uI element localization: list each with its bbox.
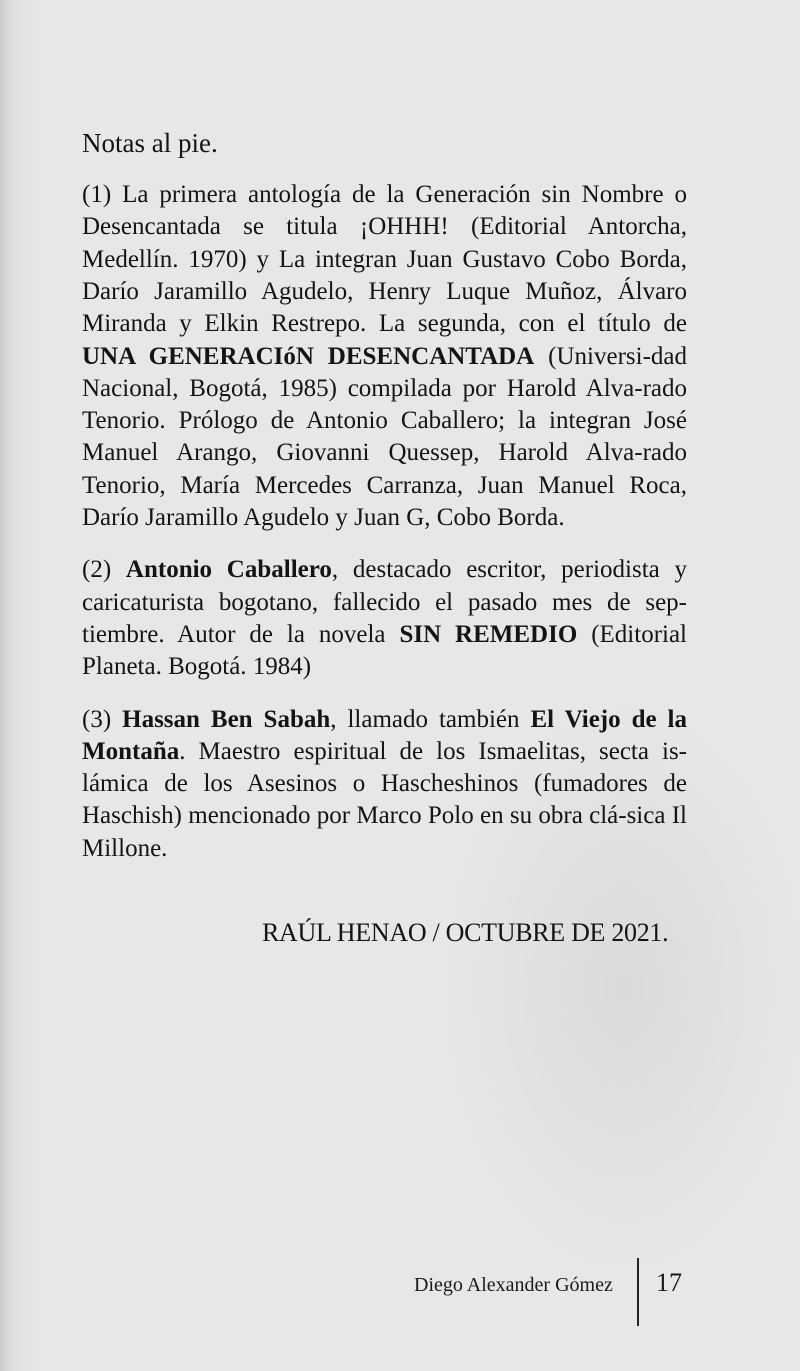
- page-number: 17: [656, 1268, 682, 1297]
- footnote-1-rest: (Universi-dad Nacional, Bogotá, 1985) compilada por Harold Alva-rado Tenorio. Prólogo de Antonio Caballero; la integran José Manuel Arango, Giovanni Quessep, Harold Alva-rado Tenorio, María Mercedes Carranza, Juan Manuel Roca, Darío Jaramillo Agudelo y Juan G, Cobo Borda.: [82, 342, 687, 532]
- footnote-2: [82, 554, 687, 683]
- footnote-1-intro: (1) La primera antología de la Generación sin Nombre o Desencantada se titula ¡OHHH! (Editorial Antorcha, Medellín. 1970) y La integran Juan Gustavo Cobo Borda, Darío Jaramillo Agudelo, Henry Luque Muñoz, Álvaro Miranda y Elkin Restrepo. La segunda, con el título de: [82, 181, 687, 338]
- footnote-3-alias: El Viejo de la Montaña: [82, 705, 687, 765]
- footnote-3-number: (3): [82, 705, 123, 733]
- footnote-3-name: Hassan Ben Sabah: [122, 705, 331, 733]
- footer-divider: [637, 1258, 639, 1326]
- footnote-2-number: (2): [82, 556, 126, 584]
- footnotes-section: [82, 126, 687, 885]
- section-heading: Notas al pie.: [82, 128, 218, 158]
- footnote-1: [82, 179, 687, 534]
- footnote-3: [82, 704, 687, 865]
- footer-author-name: Diego Alexander Gómez: [414, 1274, 613, 1296]
- footnote-2-name: Antonio Caballero: [125, 556, 332, 584]
- footnote-3-rest: . Maestro espiritual de los Ismaelitas, secta is-lámica de los Asesinos o Hascheshinos (fumadores de Haschish) mencionado por Marco Polo en su obra clá-sica Il Millone.: [82, 737, 687, 862]
- page-footer: [414, 1258, 694, 1328]
- footnote-1-book-title: UNA GENERACIóN DESENCANTADA: [82, 342, 535, 370]
- footnote-2-mid: , destacado escritor, periodista y caricaturista bogotano, fallecido el pasado mes de sep-tiembre. Autor de la novela: [82, 556, 687, 648]
- footnote-3-mid: , llamado también: [330, 705, 531, 733]
- footnote-2-book-title: SIN REMEDIO: [399, 620, 578, 648]
- footnote-2-rest: (Editorial Planeta. Bogotá. 1984): [82, 620, 688, 681]
- author-signature-line: RAÚL HENAO / OCTUBRE DE 2021.: [262, 918, 669, 947]
